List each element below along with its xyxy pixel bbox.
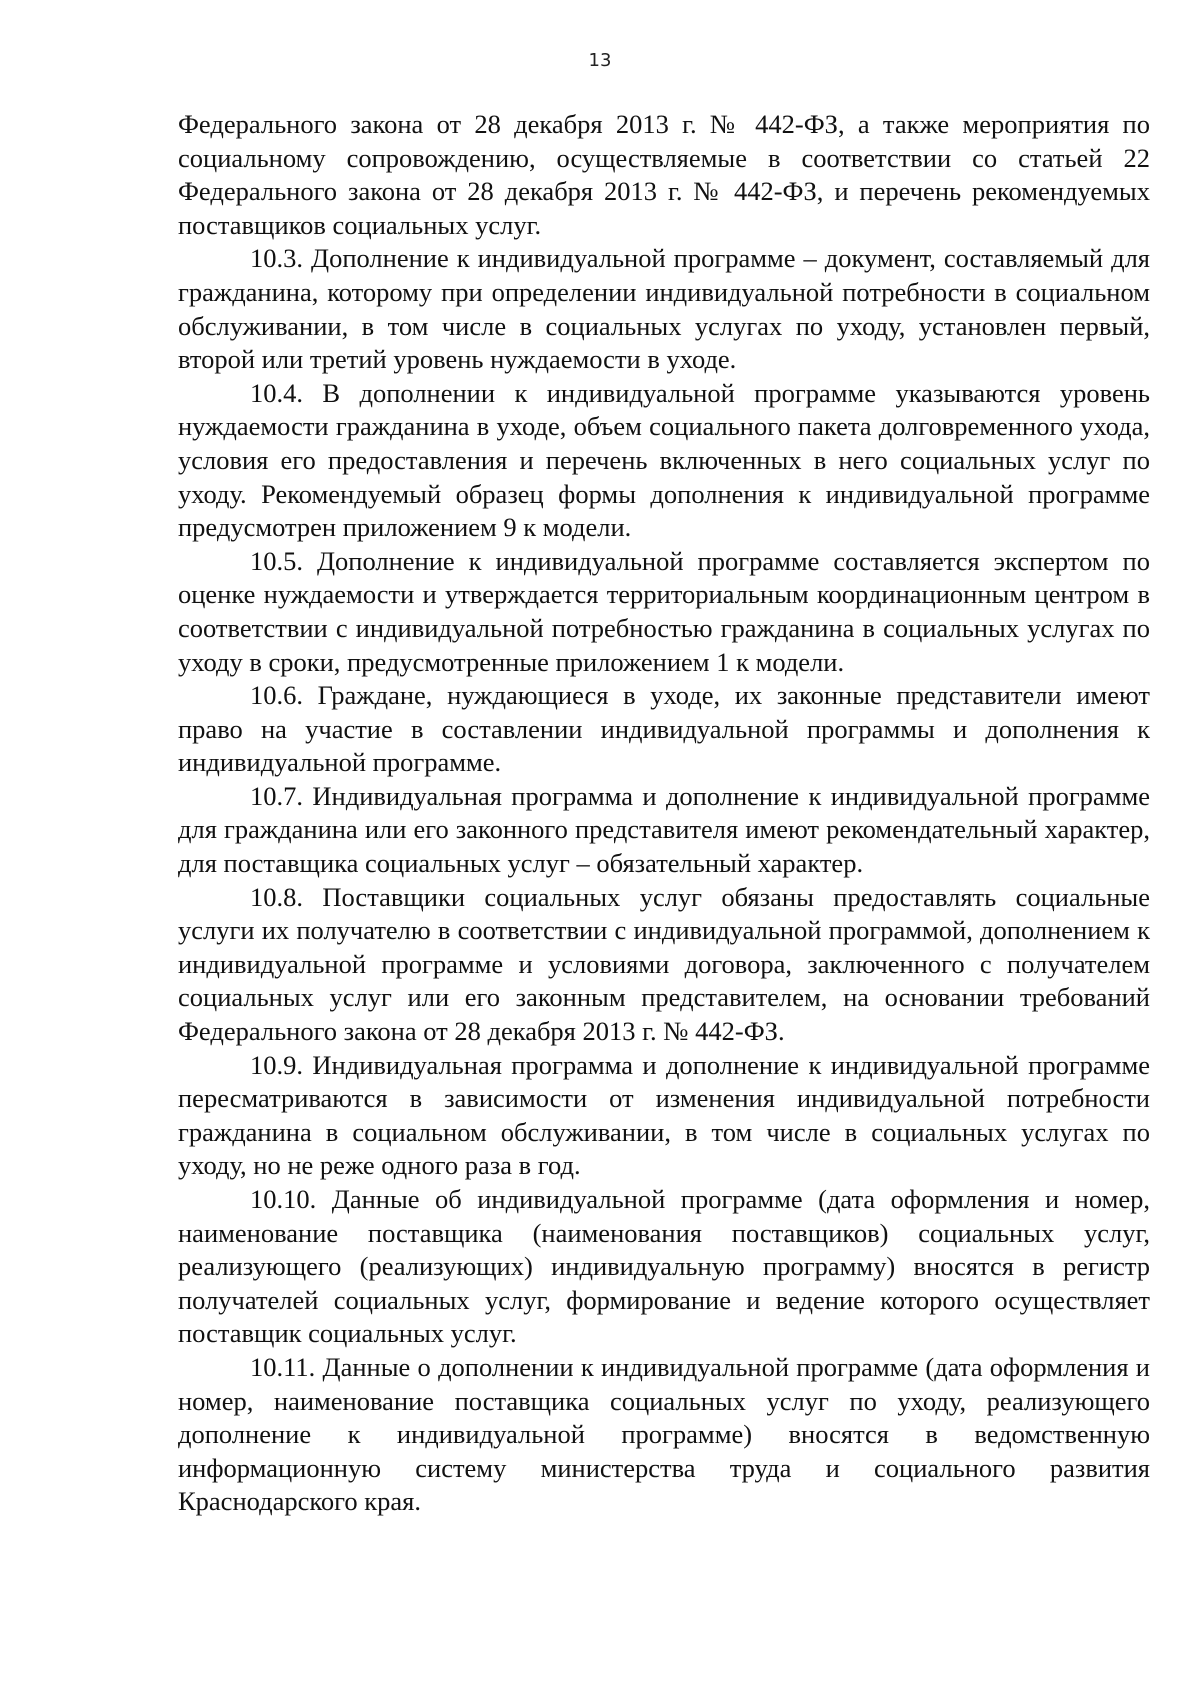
document-body (178, 108, 1150, 1519)
paragraph-10-10: 10.10. Данные об индивидуальной программе (дата оформления и номер, наименование поставщика (наименования поставщиков) социальных услуг, реализующего (реализующих) индивидуальную программу) вносятся в регистр получателей социальных услуг, формирование и ведение которого осуществляет поставщик социальных услуг. (178, 1184, 1150, 1349)
paragraph-10-9: 10.9. Индивидуальная программа и дополнение к индивидуальной программе пересматриваются в зависимости от изменения индивидуальной потребности гражданина в социальном обслуживании, в том числе в социальных услугах по уходу, но не реже одного раза в год. (178, 1049, 1150, 1181)
paragraph-10-3: 10.3. Дополнение к индивидуальной программе – документ, составляемый для гражданина, которому при определении индивидуальной потребности в социальном обслуживании, в том числе в социальных услугах по уходу, установлен первый, второй или третий уровень нуждаемости в уходе. (178, 243, 1150, 375)
paragraph-10-11: 10.11. Данные о дополнении к индивидуальной программе (дата оформления и номер, наименование поставщика социальных услуг по уходу, реализующего дополнение к индивидуальной программе) вносятся в ведомственную информационную систему министерства труда и социального развития Краснодарского края. (178, 1351, 1150, 1517)
paragraph-10-4: 10.4. В дополнении к индивидуальной программе указываются уровень нуждаемости гражданина в уходе, объем социального пакета долговременного ухода, условия его предоставления и перечень включенных в него социальных услуг по уходу. Рекомендуемый образец формы дополнения к индивидуальной программе предусмотрен приложением 9 к модели. (178, 377, 1150, 543)
paragraph-10-5: 10.5. Дополнение к индивидуальной программе составляется экспертом по оценке нуждаемости и утверждается территориальным координационным центром в соответствии с индивидуальной потребностью гражданина в социальных услугах по уходу в сроки, предусмотренные приложением 1 к модели. (178, 545, 1150, 677)
paragraph-10-6: 10.6. Граждане, нуждающиеся в уходе, их законные представители имеют право на участие в составлении индивидуальной программы и дополнения к индивидуальной программе. (178, 680, 1150, 778)
page-number: 13 (588, 50, 612, 71)
paragraph-10-8: 10.8. Поставщики социальных услуг обязаны предоставлять социальные услуги их получателю в соответствии с индивидуальной программой, дополнением к индивидуальной программе и условиями договора, заключенного с получателем социальных услуг или его законным представителем, на основании требований Федерального закона от 28 декабря 2013 г. № 442-ФЗ. (178, 881, 1150, 1047)
paragraph-continuation: Федерального закона от 28 декабря 2013 г. № 442-ФЗ, а также мероприятия по социальному сопровождению, осуществляемые в соответствии со статьей 22 Федерального закона от 28 декабря 2013 г. № 442-ФЗ, и перечень рекомендуемых поставщиков социальных услуг. (178, 109, 1150, 240)
paragraph-10-7: 10.7. Индивидуальная программа и дополнение к индивидуальной программе для гражданина или его законного представителя имеют рекомендательный характер, для поставщика социальных услуг – обязательный характер. (178, 780, 1150, 879)
